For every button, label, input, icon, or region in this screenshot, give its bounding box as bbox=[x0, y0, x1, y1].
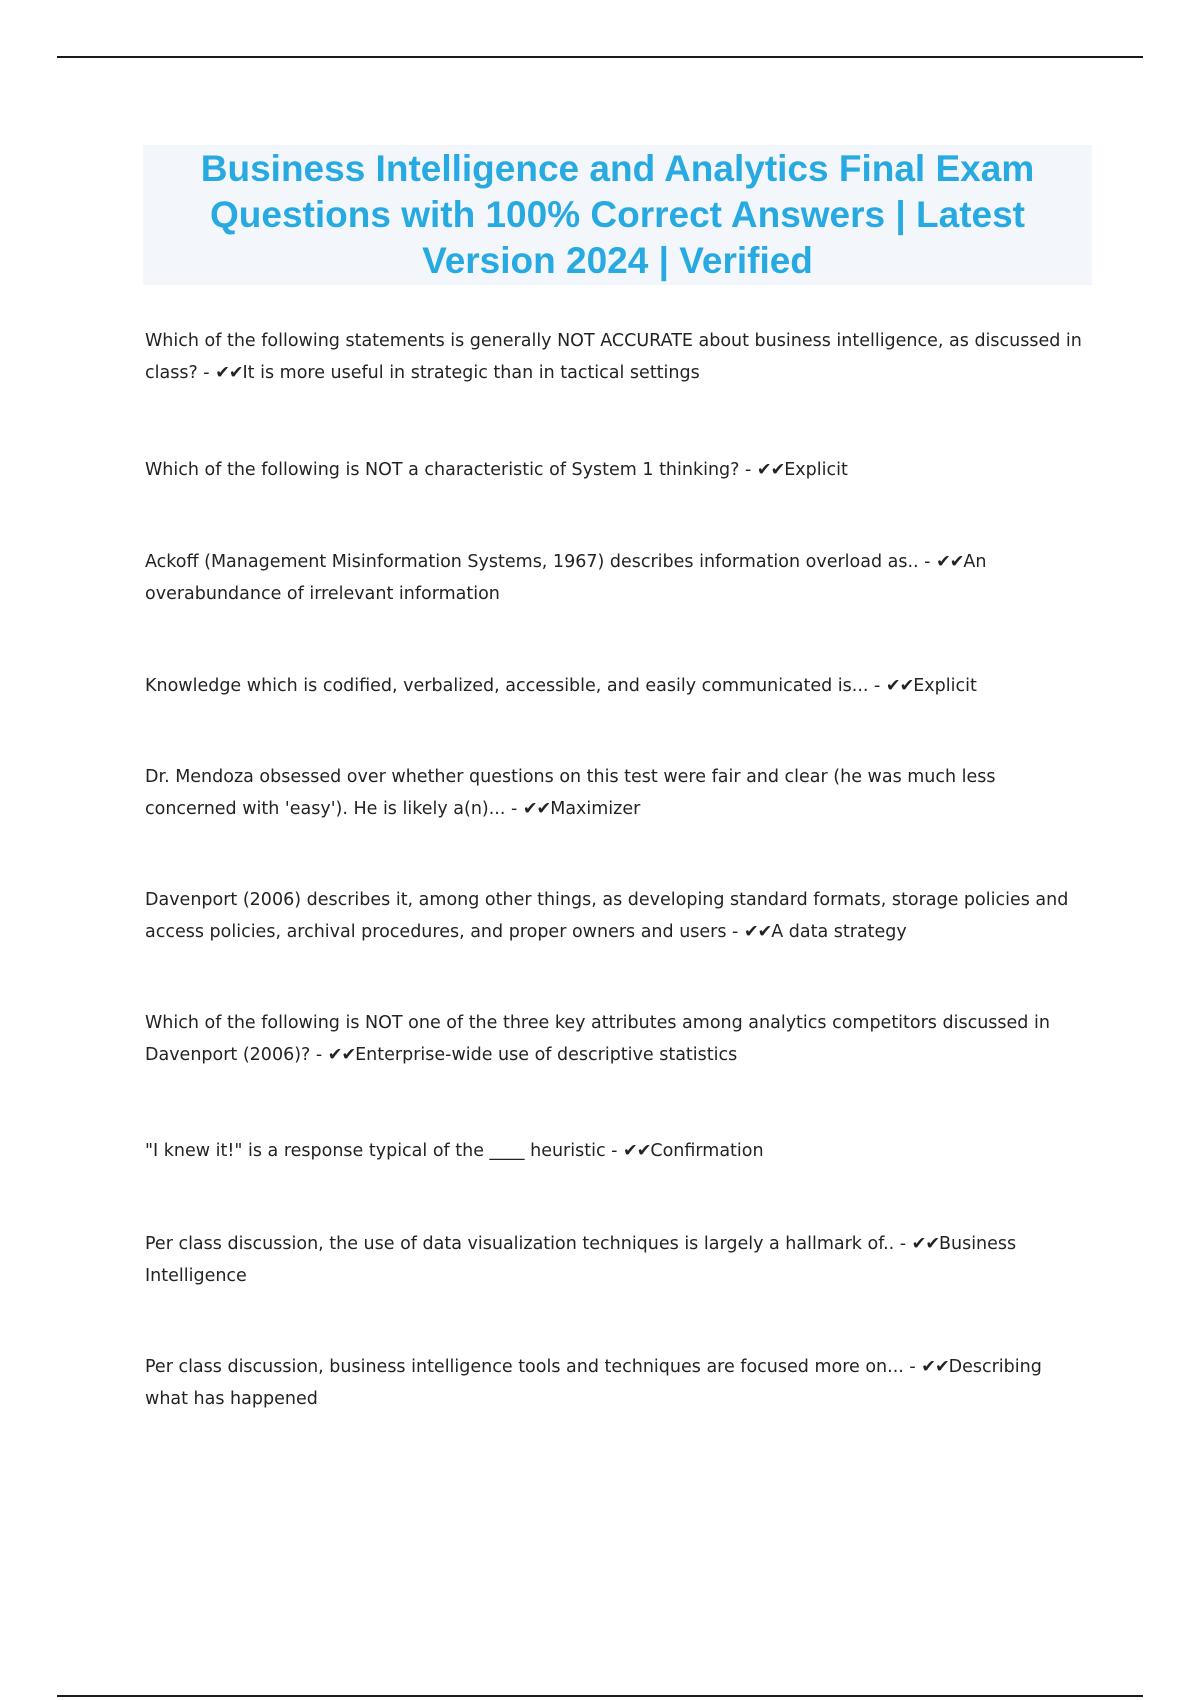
answer-text: Describing what has happened bbox=[145, 1357, 1042, 1409]
check-icon: ✔✔ bbox=[911, 1234, 939, 1254]
question-text: Which of the following is NOT one of the three key attributes among analytics competitors discussed in Davenport (2006)? bbox=[145, 1013, 1050, 1065]
question-text: Which of the following is NOT a characteristic of System 1 thinking? bbox=[145, 460, 740, 480]
qa-item-7 bbox=[145, 1007, 1085, 1071]
qa-item-1 bbox=[145, 325, 1085, 389]
question-text: "I knew it!" is a response typical of the ____ heuristic bbox=[145, 1141, 606, 1161]
check-icon: ✔✔ bbox=[921, 1357, 949, 1377]
qa-item-10 bbox=[145, 1351, 1085, 1415]
question-text: Knowledge which is codified, verbalized, accessible, and easily communicated is... bbox=[145, 676, 869, 696]
question-text: Per class discussion, the use of data visualization techniques is largely a hallmark of.. bbox=[145, 1234, 895, 1254]
qa-item-8 bbox=[145, 1135, 1085, 1167]
question-text: Which of the following statements is generally NOT ACCURATE about business intelligence, as discussed in class? bbox=[145, 331, 1082, 383]
check-icon: ✔✔ bbox=[756, 460, 785, 480]
check-icon: ✔✔ bbox=[936, 552, 964, 572]
separator: - bbox=[903, 1357, 922, 1377]
qa-item-2 bbox=[145, 454, 1085, 486]
answer-text: Explicit bbox=[784, 460, 848, 480]
answer-text: A data strategy bbox=[771, 922, 907, 942]
title-banner bbox=[143, 145, 1092, 285]
qa-item-5 bbox=[145, 761, 1085, 825]
question-text: Per class discussion, business intelligence tools and techniques are focused more on... bbox=[145, 1357, 904, 1377]
separator: - bbox=[726, 922, 744, 942]
separator: - bbox=[868, 676, 886, 696]
answer-text: Maximizer bbox=[550, 799, 641, 819]
document-title: Business Intelligence and Analytics Final Exam Questions with 100% Correct Answers | Latest Version 2024 | Verified bbox=[200, 148, 1035, 281]
answer-text: Confirmation bbox=[650, 1141, 764, 1161]
answer-text: It is more useful in strategic than in tactical settings bbox=[242, 363, 700, 383]
question-text: Davenport (2006) describes it, among other things, as developing standard formats, storage policies and access policies, archival procedures, and proper owners and users bbox=[145, 890, 1069, 942]
qa-item-3 bbox=[145, 546, 1085, 610]
check-icon: ✔✔ bbox=[623, 1141, 651, 1161]
separator: - bbox=[505, 799, 523, 819]
question-text: Ackoff (Management Misinformation Systems, 1967) describes information overload as.. bbox=[145, 552, 919, 572]
qa-item-4 bbox=[145, 670, 1085, 702]
check-icon: ✔✔ bbox=[885, 676, 914, 696]
separator: - bbox=[894, 1234, 912, 1254]
answer-text: An overabundance of irrelevant information bbox=[145, 552, 987, 604]
separator: - bbox=[918, 552, 937, 572]
qa-item-6 bbox=[145, 884, 1085, 948]
separator: - bbox=[310, 1045, 328, 1065]
answer-text: Enterprise-wide use of descriptive statistics bbox=[355, 1045, 738, 1065]
top-rule bbox=[57, 56, 1143, 58]
answer-text: Explicit bbox=[913, 676, 977, 696]
separator: - bbox=[739, 460, 757, 480]
qa-item-9 bbox=[145, 1228, 1085, 1292]
bottom-rule bbox=[57, 1695, 1143, 1697]
separator: - bbox=[197, 363, 216, 383]
check-icon: ✔✔ bbox=[743, 922, 772, 942]
check-icon: ✔✔ bbox=[215, 363, 243, 383]
question-text: Dr. Mendoza obsessed over whether questions on this test were fair and clear (he was much less concerned with 'easy'). He is likely a(n)... bbox=[145, 767, 996, 819]
check-icon: ✔✔ bbox=[327, 1045, 356, 1065]
check-icon: ✔✔ bbox=[522, 799, 551, 819]
answer-text: Business Intelligence bbox=[145, 1234, 1017, 1286]
separator: - bbox=[605, 1141, 624, 1161]
